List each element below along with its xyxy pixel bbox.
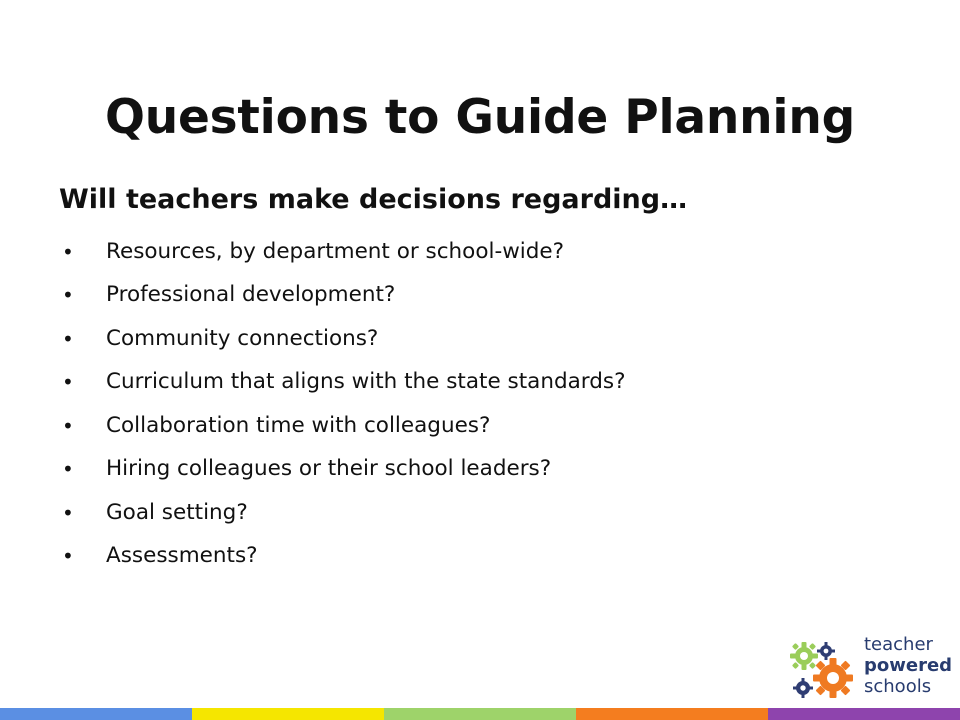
orange-gear-icon bbox=[813, 658, 853, 698]
bullet-item-community-connections bbox=[62, 317, 842, 361]
slide-subtitle: Will teachers make decisions regarding… bbox=[59, 184, 688, 215]
bullet-icon: • bbox=[62, 500, 74, 525]
bullet-text: Assessments? bbox=[106, 543, 258, 569]
footer-green-segment bbox=[384, 708, 576, 720]
bullet-text: Community connections? bbox=[106, 325, 379, 351]
slide-title: Questions to Guide Planning bbox=[104, 90, 856, 145]
footer-blue-segment bbox=[0, 708, 192, 720]
bullet-list bbox=[62, 230, 842, 578]
footer-color-band bbox=[0, 708, 960, 720]
footer-yellow-segment bbox=[192, 708, 384, 720]
bullet-item-goal-setting bbox=[62, 491, 842, 535]
bullet-icon: • bbox=[62, 413, 74, 438]
footer-orange-segment bbox=[576, 708, 768, 720]
gears-icon bbox=[786, 634, 856, 702]
bullet-text: Hiring colleagues or their school leaders? bbox=[106, 456, 552, 482]
bullet-text: Curriculum that aligns with the state standards? bbox=[106, 369, 626, 395]
green-gear-icon bbox=[790, 642, 818, 670]
bullet-text: Professional development? bbox=[106, 282, 396, 308]
bullet-item-collaboration bbox=[62, 404, 842, 448]
small-navy-gear-bottom-icon bbox=[793, 678, 813, 698]
bullet-item-resources bbox=[62, 230, 842, 274]
bullet-icon: • bbox=[62, 283, 74, 308]
bullet-item-professional-development bbox=[62, 274, 842, 318]
bullet-icon: • bbox=[62, 457, 74, 482]
bullet-icon: • bbox=[62, 370, 74, 395]
small-navy-gear-top-icon bbox=[817, 642, 835, 660]
bullet-text: Collaboration time with colleagues? bbox=[106, 412, 491, 438]
bullet-icon: • bbox=[62, 326, 74, 351]
teacher-powered-schools-logo bbox=[786, 628, 952, 702]
logo-wordmark bbox=[864, 634, 952, 697]
footer-purple-segment bbox=[768, 708, 960, 720]
logo-line-schools: schools bbox=[864, 676, 932, 697]
bullet-icon: • bbox=[62, 544, 74, 569]
bullet-item-assessments bbox=[62, 535, 842, 579]
bullet-item-curriculum bbox=[62, 361, 842, 405]
bullet-text: Goal setting? bbox=[106, 499, 248, 525]
logo-line-teacher: teacher bbox=[864, 634, 933, 655]
logo-line-powered: powered bbox=[864, 655, 953, 676]
bullet-text: Resources, by department or school-wide? bbox=[106, 238, 565, 264]
bullet-item-hiring bbox=[62, 448, 842, 492]
bullet-icon: • bbox=[62, 239, 74, 264]
